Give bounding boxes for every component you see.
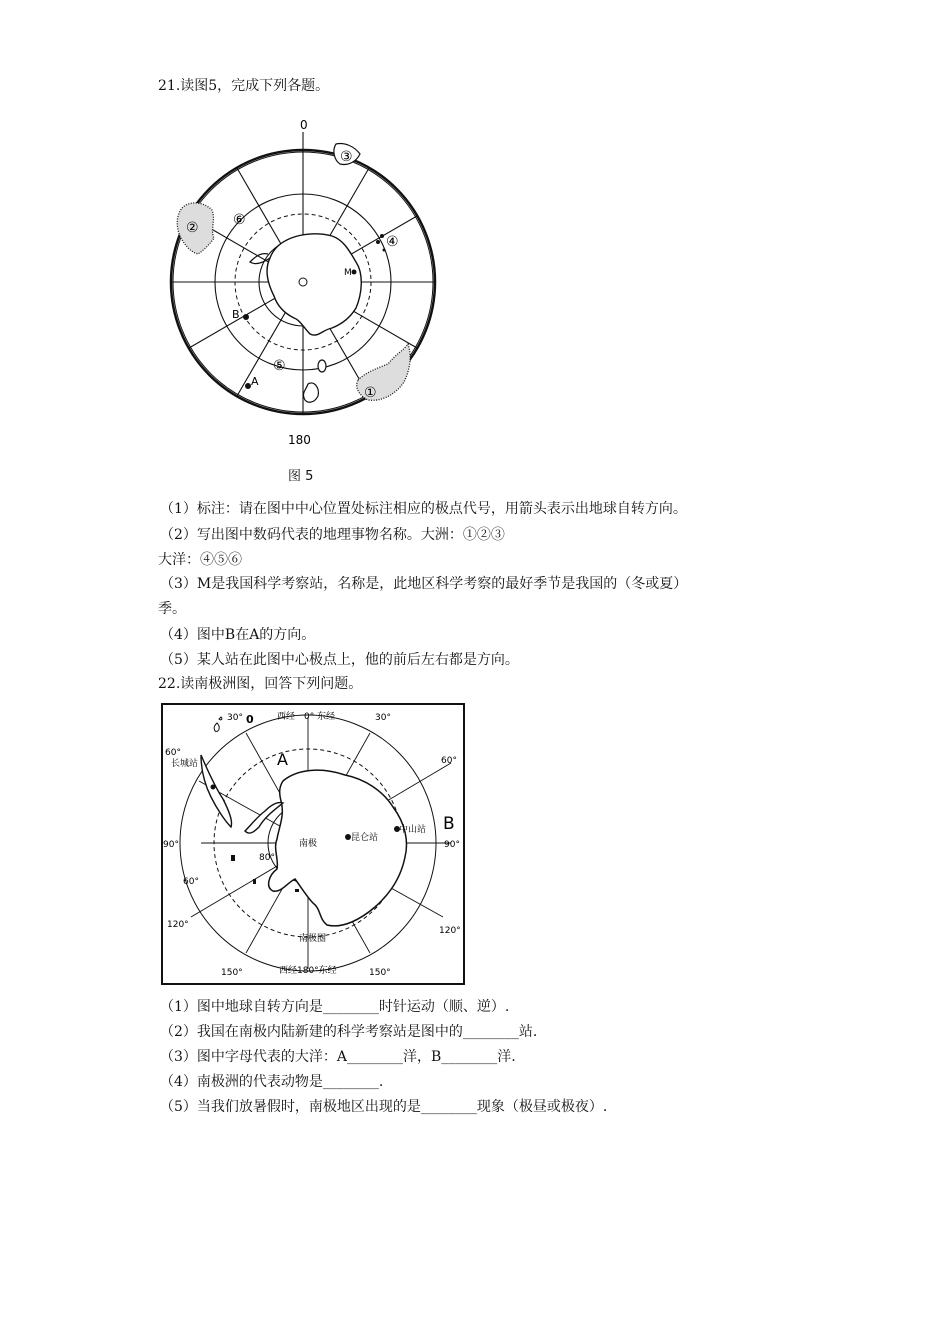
- point-b-dot: [243, 314, 249, 320]
- antarctica-map: [161, 703, 465, 985]
- deg-30-top-right: 30°: [375, 713, 391, 723]
- q22-item-1: （1）图中地球自转方向是________时针运动（顺、逆）.: [160, 999, 510, 1015]
- marker-6: ⑥: [233, 212, 246, 228]
- bottom-label: 西经180°东经: [279, 966, 337, 976]
- deg-150-left: 150°: [221, 968, 243, 978]
- marker-4: ④: [386, 234, 399, 250]
- changcheng-label: 长城站: [171, 759, 199, 769]
- deg-30-top-left: 30°: [227, 713, 243, 723]
- deg-60-left: 60°: [165, 748, 181, 758]
- q22-item-2: （2）我国在南极内陆新建的科学考察站是图中的________站.: [160, 1024, 538, 1040]
- deg-60-right: 60°: [441, 756, 457, 766]
- ocean-label-a: A: [277, 750, 288, 769]
- changcheng-station-dot: [211, 785, 216, 790]
- zhongshan-label: 中山站: [399, 825, 427, 835]
- marker-1: ①: [364, 385, 377, 401]
- marker-3: ③: [340, 149, 353, 165]
- kunlun-label: 昆仑站: [351, 833, 379, 843]
- corner-zero-label: 0: [246, 713, 254, 726]
- deg-90-left: 90°: [163, 840, 179, 850]
- top-east-label: 东经: [317, 712, 336, 722]
- q22-item-5: （5）当我们放暑假时，南极地区出现的是________现象（极昼或极夜）.: [160, 1099, 608, 1115]
- label-a: A: [251, 375, 259, 388]
- q21-item-4: （4）图中B在A的方向。: [160, 627, 316, 643]
- meridian-0-label: 0: [300, 118, 308, 132]
- label-b: B: [232, 308, 240, 321]
- top-west-label: 西经: [277, 712, 296, 722]
- q21-item-2-cont: 大洋：④⑤⑥: [158, 552, 242, 568]
- south-pole-label: 南极: [299, 839, 318, 849]
- q22-item-4: （4）南极洲的代表动物是________.: [160, 1074, 384, 1090]
- marker-5: ⑤: [273, 358, 286, 374]
- ocean-label-b: B: [443, 814, 455, 834]
- top-zero-label: 0°: [304, 712, 315, 722]
- q22-heading: 22.读南极洲图，回答下列问题。: [158, 676, 363, 692]
- meridian-180-label: 180: [288, 433, 311, 447]
- label-m: M: [344, 268, 352, 278]
- figure-5-polar-map: [160, 112, 450, 457]
- antarctic-circle-label: 南极圈: [299, 934, 327, 944]
- q21-item-3-cont: 季。: [158, 601, 186, 617]
- point-m-dot: [352, 270, 357, 275]
- deg-90-right: 90°: [444, 840, 460, 850]
- q22-item-3: （3）图中字母代表的大洋：A________洋，B________洋.: [160, 1049, 516, 1065]
- q21-item-3: （3）M是我国科学考察站，名称是，此地区科学考察的最好季节是我国的（冬或夏）: [160, 576, 688, 592]
- deg-150-right: 150°: [369, 968, 391, 978]
- deg-120-right: 120°: [439, 926, 461, 936]
- deg-120-left: 120°: [167, 920, 189, 930]
- deg-60-lower-left: 60°: [183, 877, 199, 887]
- figure-5-caption: 图 5: [288, 469, 314, 484]
- q21-item-2: （2）写出图中数码代表的地理事物名称。大洲：①②③: [160, 527, 505, 543]
- q21-item-5: （5）某人站在此图中心极点上，他的前后左右都是方向。: [160, 652, 519, 668]
- deg-80-label: 80°: [259, 853, 275, 863]
- q21-heading: 21.读图5，完成下列各题。: [158, 78, 330, 94]
- q21-item-1: （1）标注：请在图中中心位置处标注相应的极点代号，用箭头表示出地球自转方向。: [160, 501, 687, 517]
- marker-2: ②: [186, 220, 199, 236]
